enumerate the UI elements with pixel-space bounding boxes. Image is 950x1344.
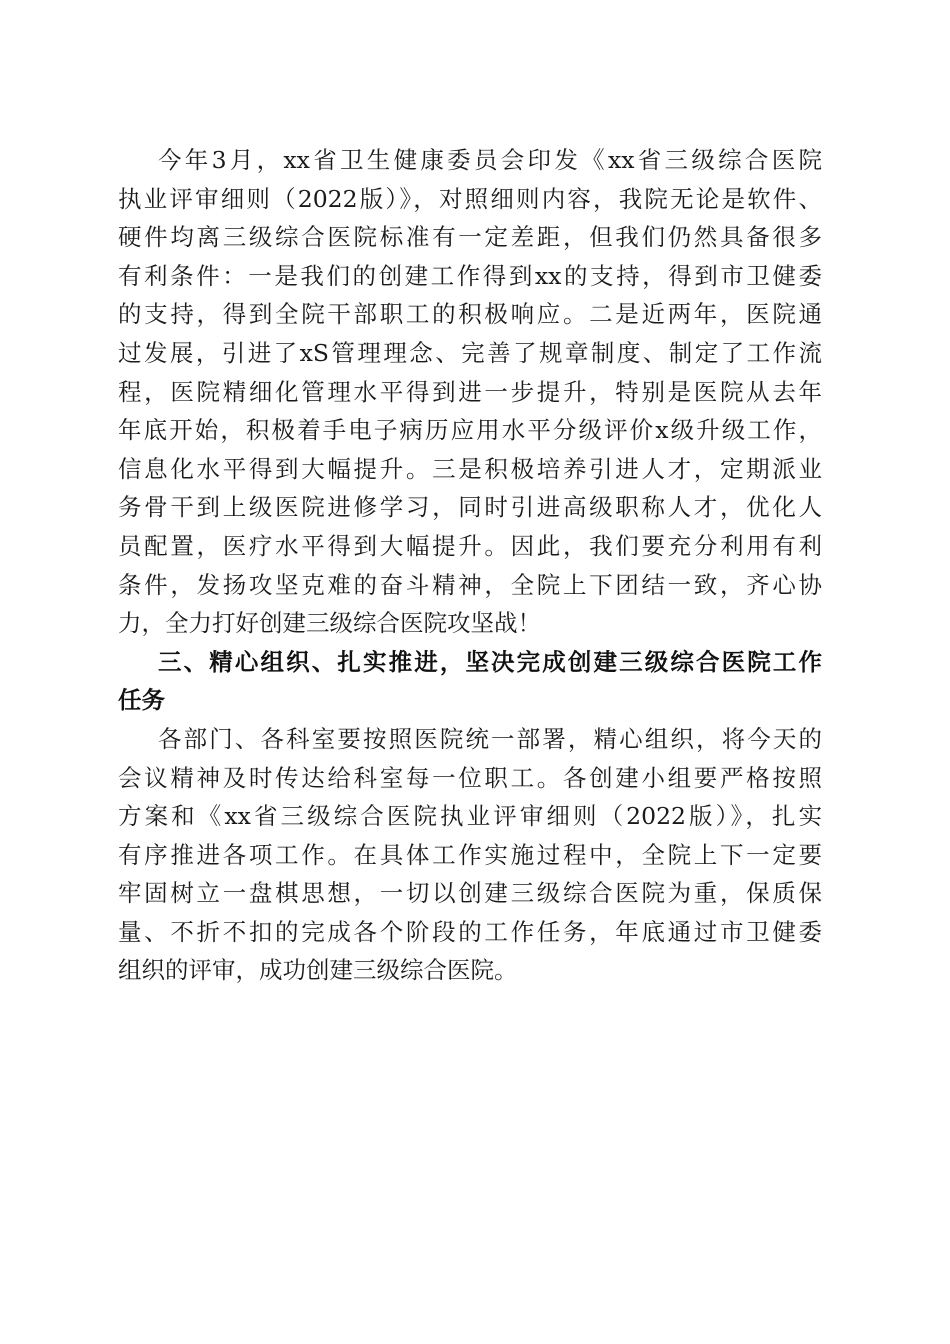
text-line: 执业评审细则（2022版）》，对照细则内容，我院无论是软件、 (118, 184, 822, 213)
text-line: 硬件均离三级综合医院标准有一定差距，但我们仍然具备很多 (118, 223, 822, 252)
text-line: 程，医院精细化管理水平得到进一步提升，特别是医院从去年 (118, 377, 822, 406)
text-line: 有序推进各项工作。在具体工作实施过程中，全院上下一定要 (118, 840, 822, 869)
heading-line: 任务 (118, 686, 165, 715)
text-line: 务骨干到上级医院进修学习，同时引进高级职称人才，优化人 (118, 493, 822, 522)
text-line: 方案和《xx省三级综合医院执业评审细则（2022版）》，扎实 (118, 802, 822, 831)
text-line: 员配置，医疗水平得到大幅提升。因此，我们要充分利用有利 (118, 531, 822, 560)
text-line: 有利条件：一是我们的创建工作得到xx的支持，得到市卫健委 (118, 261, 822, 290)
text-line: 年底开始，积极着手电子病历应用水平分级评价x级升级工作， (118, 416, 822, 445)
text-line: 量、不折不扣的完成各个阶段的工作任务，年底通过市卫健委 (118, 917, 822, 946)
heading-line: 三、精心组织、扎实推进，坚决完成创建三级综合医院工作 (158, 647, 822, 676)
text-line: 条件，发扬攻坚克难的奋斗精神，全院上下团结一致，齐心协 (118, 570, 822, 599)
paragraph-organize-tasks (118, 720, 822, 990)
paragraph-favorable-conditions (118, 141, 822, 643)
text-line: 今年3月，xx省卫生健康委员会印发《xx省三级综合医院 (158, 146, 822, 174)
text-line: 组织的评审，成功创建三级综合医院。 (118, 956, 518, 985)
document-body (118, 141, 822, 990)
text-line: 各部门、各科室要按照医院统一部署，精心组织，将今天的 (158, 724, 822, 753)
text-line: 力，全力打好创建三级综合医院攻坚战！ (118, 609, 541, 638)
text-line: 过发展，引进了xS管理理念、完善了规章制度、制定了工作流 (118, 338, 822, 367)
section-heading-three (118, 643, 822, 720)
text-line: 牢固树立一盘棋思想，一切以创建三级综合医院为重，保质保 (118, 879, 822, 908)
text-line: 信息化水平得到大幅提升。三是积极培养引进人才，定期派业 (118, 454, 822, 483)
text-line: 会议精神及时传达给科室每一位职工。各创建小组要严格按照 (118, 763, 822, 792)
text-line: 的支持，得到全院干部职工的积极响应。二是近两年，医院通 (118, 300, 822, 329)
